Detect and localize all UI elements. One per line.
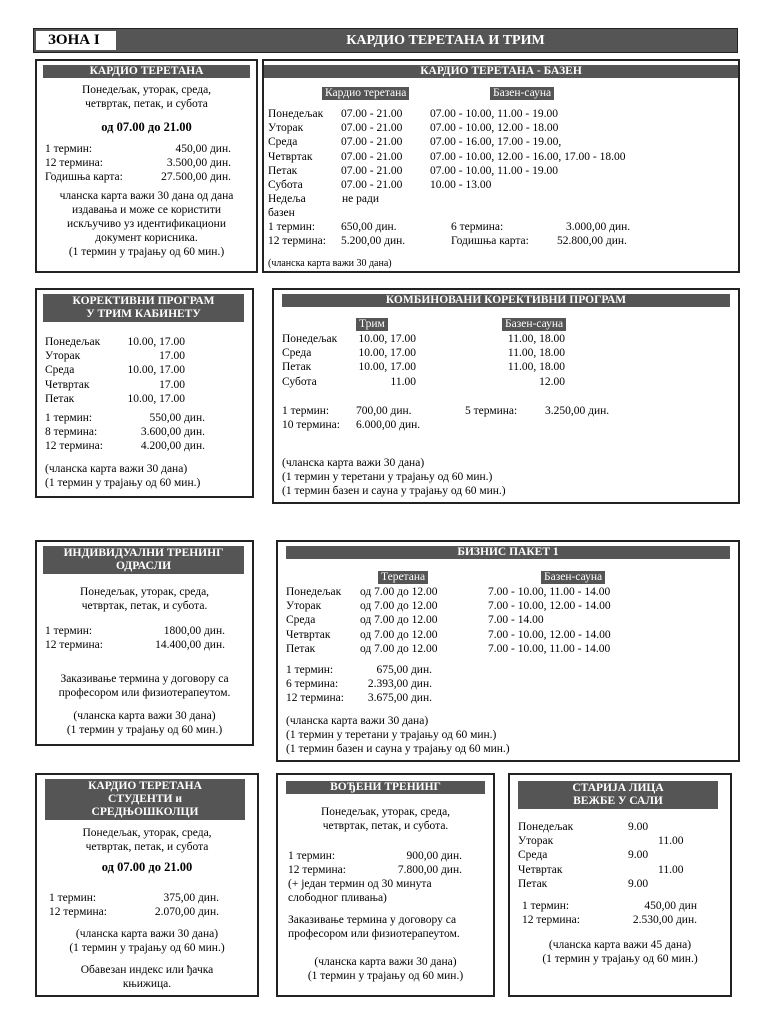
day-label: Уторак — [518, 835, 554, 848]
price-label: Годишња карта: — [45, 171, 123, 184]
price-row — [49, 905, 249, 919]
price-label: 5 термина: — [465, 405, 518, 417]
pool-time: 11.00, 18.00 — [507, 347, 565, 360]
students-notes — [37, 927, 257, 991]
individual-booking — [37, 672, 252, 700]
price-label: 1 термин: — [286, 664, 334, 676]
elderly-prices — [522, 899, 722, 927]
price-value: 4.200,00 дин. — [140, 440, 205, 453]
elderly-rows — [518, 820, 718, 891]
cardio-note-line: чланска карта важи 30 дана од дана — [59, 189, 234, 202]
combined-title: КОМБИНОВАНИ КОРЕКТИВНИ ПРОГРАМ — [282, 294, 730, 307]
elderly-title-line2: ВЕЖБЕ У САЛИ — [573, 795, 663, 807]
gym-hours: од 7.00 до 12.00 — [360, 642, 438, 655]
guided-days-line1: Понедељак, уторак, среда, — [320, 806, 451, 818]
gym-hours: од 7.00 до 12.00 — [360, 614, 438, 627]
pool-hours: 7.00 - 10.00, 12.00 - 14.00 — [488, 628, 611, 641]
price-value: 900,00 дин. — [406, 850, 462, 862]
schedule-row — [286, 613, 736, 627]
session-time: 11.00 — [658, 835, 684, 848]
corrective-title-line2: У ТРИМ КАБИНЕТУ — [86, 308, 201, 320]
price-value: 2.530,00 дин. — [632, 914, 697, 927]
price-value: 3.500,00 дин. — [166, 157, 231, 170]
cardio-note-line: издавања и може се користити — [71, 203, 221, 216]
schedule-row — [45, 392, 225, 406]
schedule-row — [518, 834, 718, 848]
price-value: 3.600,00 дин. — [140, 426, 205, 439]
schedule-row — [518, 848, 718, 862]
guided-booking-1: Заказивање термина у договору са — [288, 914, 457, 926]
pool-hours: 07.00 - 10.00, 11.00 - 19.00 — [430, 108, 558, 120]
session-time: 10.00, 17.00 — [127, 392, 185, 405]
students-days — [37, 826, 257, 854]
pool-hours: 07.00 - 10.00, 12.00 - 18.00 — [430, 122, 559, 135]
pool-hours: 7.00 - 10.00, 11.00 - 14.00 — [488, 642, 611, 655]
individual-booking-line2: професором или физиотерапеутом. — [58, 687, 231, 699]
day-label: Четвртак — [268, 150, 313, 163]
price-row — [288, 863, 488, 877]
cardio-days-line2: четвртак, петак, и субота — [85, 98, 208, 110]
price-value: 3.675,00 дин. — [367, 692, 432, 705]
price-value: 1800,00 дин. — [163, 625, 225, 637]
schedule-row — [268, 178, 738, 192]
students-hours: од 07.00 до 21.00 — [101, 860, 193, 874]
schedule-row — [518, 820, 718, 834]
individual-booking-line1: Заказивање термина у договору са — [60, 673, 229, 685]
corrective-rows — [45, 335, 225, 406]
gym-hours: 07.00 - 21.00 — [341, 108, 403, 120]
price-label: 12 термина: — [45, 157, 103, 170]
elderly-title-line1: СТАРИЈА ЛИЦА — [572, 782, 664, 794]
price-row — [286, 677, 486, 691]
pool-hours: 7.00 - 14.00 — [488, 614, 544, 627]
schedule-row — [518, 877, 718, 891]
pool-hours: 10.00 - 13.00 — [430, 178, 492, 191]
elderly-box — [508, 773, 732, 997]
cardio-note-line: документ корисника. — [95, 231, 198, 244]
gym-hours: 07.00 - 21.00 — [341, 150, 403, 163]
pool-time: 11.00, 18.00 — [507, 333, 565, 345]
guided-days-line2: четвртак, петак, и субота. — [322, 820, 449, 832]
individual-note-2: (1 термин у трајању од 60 мин.) — [66, 724, 223, 736]
day-label: Петак — [282, 361, 312, 374]
price-label: 12 термина: — [45, 639, 103, 652]
combined-col-trim: Трим — [356, 318, 388, 331]
cardio-hours: од 07.00 до 21.00 — [101, 120, 192, 134]
schedule-row — [286, 585, 736, 599]
day-label: Уторак — [286, 600, 322, 613]
guided-prices — [288, 849, 488, 877]
guided-booking-2: професором или физиотерапеутом. — [288, 928, 460, 940]
combined-box — [272, 288, 740, 504]
price-label: 12 термина: — [268, 235, 326, 247]
pool-hours: 7.00 - 10.00, 11.00 - 14.00 — [488, 586, 611, 598]
students-note-1: (чланска карта важи 30 дана) — [75, 928, 219, 940]
business-title: БИЗНИС ПАКЕТ 1 — [286, 546, 730, 559]
cardio-note-line: искључиво уз идентификациони — [67, 217, 226, 230]
combined-rows — [282, 332, 722, 389]
schedule-row — [286, 642, 736, 656]
gym-hours: 07.00 - 21.00 — [341, 164, 403, 177]
business-note-2: (1 термин у теретани у трајању од 60 мин.) — [286, 729, 497, 741]
schedule-row — [286, 628, 736, 642]
price-label: 8 термина: — [45, 426, 98, 439]
session-time: 9.00 — [628, 849, 649, 862]
zone-title: КАРДИО ТЕРЕТАНА И ТРИМ — [346, 33, 545, 48]
guided-extra-1: (+ један термин од 30 минута — [288, 878, 432, 890]
day-label: Среда — [518, 849, 548, 862]
individual-title — [43, 546, 244, 574]
combined-note-3: (1 термин базен и сауна у трајању од 60 мин.) — [282, 485, 506, 497]
guided-title: ВОЂЕНИ ТРЕНИНГ — [286, 781, 485, 794]
day-label: Понедељак — [282, 333, 338, 345]
price-value: 6.000,00 дин. — [356, 419, 421, 431]
pool-hours: 07.00 - 10.00, 11.00 - 19.00 — [430, 164, 558, 177]
students-note-2: (1 термин у трајању од 60 мин.) — [69, 942, 225, 954]
day-label: Петак — [286, 642, 316, 655]
cardio-pool-rows — [268, 107, 738, 192]
day-label: Уторак — [268, 122, 304, 135]
pool-time: 11.00, 18.00 — [507, 361, 565, 374]
price-label: 12 термина: — [522, 914, 580, 927]
schedule-row — [282, 332, 722, 346]
price-value: 7.800,00 дин. — [397, 864, 462, 877]
pool-hours: 07.00 - 10.00, 12.00 - 16.00, 17.00 - 18.00 — [430, 150, 626, 163]
schedule-row — [268, 107, 738, 121]
price-row — [45, 425, 235, 439]
students-title-line1: КАРДИО ТЕРЕТАНА — [88, 780, 202, 792]
day-label: Понедељак — [286, 586, 342, 598]
individual-box — [35, 540, 254, 746]
individual-days-line2: четвртак, петак, и субота. — [81, 600, 208, 612]
price-row — [49, 891, 249, 905]
day-label: Петак — [45, 392, 75, 405]
guided-notes — [278, 955, 493, 983]
price-value: 450,00 дин. — [175, 143, 231, 155]
cardio-title: КАРДИО ТЕРЕТАНА — [43, 65, 250, 78]
cardio-box — [35, 59, 258, 273]
zone-header — [33, 28, 738, 53]
session-time: 9.00 — [628, 821, 649, 833]
individual-days-line1: Понедељак, уторак, среда, — [79, 586, 210, 598]
schedule-row — [45, 378, 225, 392]
price-label: 12 термина: — [286, 692, 344, 705]
price-row — [522, 899, 722, 913]
elderly-notes — [510, 938, 730, 966]
guided-box — [276, 773, 495, 997]
price-label: 12 термина: — [288, 864, 346, 877]
price-label: 1 термин: — [282, 405, 330, 417]
elderly-title — [518, 781, 718, 809]
price-label: 6 термина: — [286, 678, 339, 691]
cardio-pool-title: КАРДИО ТЕРЕТАНА - БАЗЕН — [264, 65, 738, 78]
day-label: Среда — [45, 364, 75, 377]
individual-title-line2: ОДРАСЛИ — [115, 560, 172, 572]
price-label: 1 термин: — [49, 892, 97, 904]
schedule-row — [268, 150, 738, 164]
cardio-pool-sunday-pool: базен — [268, 207, 295, 219]
students-title-line2: СТУДЕНТИ и — [108, 793, 182, 805]
schedule-row — [282, 375, 722, 389]
schedule-row — [282, 360, 722, 374]
schedule-row — [282, 346, 722, 360]
business-note-3: (1 термин базен и сауна у трајању од 60 мин.) — [286, 743, 510, 755]
price-value: 650,00 дин. — [341, 221, 397, 233]
gym-hours: од 7.00 до 12.00 — [360, 628, 438, 641]
cardio-pool-box — [262, 59, 740, 273]
price-row — [522, 913, 722, 927]
students-prices — [49, 891, 249, 919]
students-days-line2: четвртак, петак, и субота — [85, 841, 209, 853]
business-box — [276, 540, 740, 762]
price-row — [45, 156, 248, 170]
day-label: Петак — [518, 877, 548, 890]
cardio-note — [37, 189, 256, 259]
trim-time: 10.00, 17.00 — [358, 361, 416, 374]
day-label: Субота — [282, 375, 317, 388]
elderly-note-1: (чланска карта важи 45 дана) — [548, 939, 692, 951]
session-time: 9.00 — [628, 877, 649, 890]
price-row — [286, 691, 486, 705]
cardio-pool-sunday: Недеља — [268, 193, 306, 205]
gym-hours: 07.00 - 21.00 — [341, 136, 403, 149]
day-label: Уторак — [45, 350, 81, 363]
corrective-prices — [45, 411, 235, 454]
price-row — [45, 170, 248, 184]
day-label: Среда — [282, 347, 312, 360]
business-col-pool: Базен-сауна — [541, 571, 605, 584]
students-note-4: књижица. — [122, 978, 172, 990]
day-label: Понедељак — [268, 108, 324, 120]
corrective-note-1: (чланска карта важи 30 дана) — [45, 463, 188, 475]
price-value: 14.400,00 дин. — [155, 639, 225, 652]
individual-title-line1: ИНДИВИДУАЛНИ ТРЕНИНГ — [63, 547, 224, 559]
day-label: Среда — [268, 136, 298, 149]
day-label: Понедељак — [518, 821, 574, 833]
price-row — [45, 439, 235, 453]
elderly-note-2: (1 термин у трајању од 60 мин.) — [542, 953, 698, 965]
price-label: 1 термин: — [45, 625, 93, 637]
schedule-row — [286, 599, 736, 613]
pool-hours: 07.00 - 16.00, 17.00 - 19.00, — [430, 136, 562, 149]
price-row — [45, 638, 245, 652]
corrective-note-2: (1 термин у трајању од 60 мин.) — [45, 477, 201, 489]
students-title-line3: СРЕДЊОШКОЛЦИ — [91, 806, 199, 818]
price-label: 12 термина: — [45, 440, 103, 453]
schedule-row — [268, 135, 738, 149]
price-value: 2.070,00 дин. — [154, 906, 219, 919]
gym-hours: од 7.00 до 12.00 — [360, 600, 438, 613]
price-label: 12 термина: — [49, 906, 107, 919]
guided-extra-2: слободног пливања) — [288, 892, 387, 904]
price-label: 1 термин: — [288, 850, 336, 862]
price-value: 2.393,00 дин. — [367, 678, 432, 691]
price-value: 450,00 дин — [644, 900, 697, 912]
day-label: Четвртак — [286, 628, 331, 641]
schedule-row — [268, 164, 738, 178]
price-label: 1 термин: — [522, 900, 570, 912]
trim-time: 11.00 — [390, 375, 416, 388]
cardio-days-line1: Понедељак, уторак, среда, — [81, 84, 212, 96]
individual-prices — [45, 624, 245, 652]
trim-time: 10.00, 17.00 — [358, 347, 416, 360]
price-row — [288, 849, 488, 863]
price-label: 1 термин: — [268, 221, 316, 233]
corrective-title-line1: КОРЕКТИВНИ ПРОГРАМ — [72, 295, 215, 307]
price-label: 6 термина: — [451, 221, 504, 233]
day-label: Среда — [286, 614, 316, 627]
students-title — [45, 779, 245, 820]
cardio-note-line: (1 термин у трајању од 60 мин.) — [68, 245, 225, 258]
price-value: 675,00 дин. — [376, 664, 432, 676]
price-row — [286, 663, 486, 677]
combined-note-1: (чланска карта важи 30 дана) — [282, 457, 425, 469]
price-value: 3.250,00 дин. — [545, 405, 610, 417]
price-value: 550,00 дин. — [149, 412, 205, 424]
session-time: 10.00, 17.00 — [127, 336, 185, 348]
session-time: 17.00 — [159, 350, 185, 363]
cardio-pool-col-pool: Базен-сауна — [490, 87, 554, 100]
individual-note-1: (чланска карта важи 30 дана) — [73, 710, 216, 722]
session-time: 17.00 — [159, 378, 185, 391]
day-label: Четвртак — [45, 378, 90, 391]
price-label: Годишња карта: — [451, 235, 529, 247]
price-value: 375,00 дин. — [163, 892, 219, 904]
schedule-row — [518, 863, 718, 877]
business-col-gym: Теретана — [378, 571, 428, 584]
individual-days — [37, 585, 252, 613]
cardio-days — [37, 83, 256, 111]
business-rows — [286, 585, 736, 656]
session-time: 10.00, 17.00 — [127, 364, 185, 377]
price-value: 700,00 дин. — [356, 405, 412, 417]
price-row — [45, 142, 248, 156]
guided-note-1: (чланска карта важи 30 дана) — [314, 956, 457, 968]
students-days-line1: Понедељак, уторак, среда, — [82, 827, 212, 839]
day-label: Петак — [268, 164, 298, 177]
schedule-row — [45, 363, 225, 377]
pool-hours: 7.00 - 10.00, 12.00 - 14.00 — [488, 600, 611, 613]
price-row — [45, 624, 245, 638]
business-prices — [286, 663, 486, 706]
session-time: 11.00 — [658, 863, 684, 876]
combined-col-pool: Базен-сауна — [502, 318, 566, 331]
zone-label: ЗОНА I — [36, 31, 116, 50]
price-value: 27.500,00 дин. — [161, 171, 231, 184]
price-value: 5.200,00 дин. — [341, 235, 406, 247]
corrective-box — [35, 288, 254, 498]
gym-hours: 07.00 - 21.00 — [341, 122, 403, 135]
guided-note-2: (1 термин у трајању од 60 мин.) — [307, 970, 464, 982]
cardio-pool-sunday-value: не ради — [342, 193, 379, 205]
gym-hours: од 7.00 до 12.00 — [360, 586, 438, 598]
combined-note-2: (1 термин у теретани у трајању од 60 мин.) — [282, 471, 493, 483]
day-label: Субота — [268, 178, 303, 191]
price-value: 3.000,00 дин. — [566, 221, 631, 233]
cardio-pool-col-gym: Кардио теретана — [322, 87, 409, 100]
gym-hours: 07.00 - 21.00 — [341, 178, 403, 191]
price-label: 1 термин: — [45, 412, 93, 424]
business-note-1: (чланска карта важи 30 дана) — [286, 715, 429, 727]
schedule-row — [268, 121, 738, 135]
students-box — [35, 773, 259, 997]
price-row — [45, 411, 235, 425]
schedule-row — [45, 349, 225, 363]
schedule-row — [45, 335, 225, 349]
individual-notes — [37, 709, 252, 737]
pool-time: 12.00 — [539, 375, 565, 388]
cardio-prices — [45, 142, 248, 185]
price-value: 52.800,00 дин. — [557, 235, 627, 247]
guided-days — [278, 805, 493, 833]
price-label: 1 термин: — [45, 143, 93, 155]
day-label: Понедељак — [45, 336, 101, 348]
students-note-3: Обавезан индекс или ђачка — [80, 964, 214, 976]
price-label: 10 термина: — [282, 419, 340, 431]
cardio-pool-note: (чланска карта важи 30 дана) — [268, 258, 392, 269]
day-label: Четвртак — [518, 863, 563, 876]
trim-time: 10.00, 17.00 — [358, 333, 416, 345]
corrective-title — [43, 294, 244, 322]
